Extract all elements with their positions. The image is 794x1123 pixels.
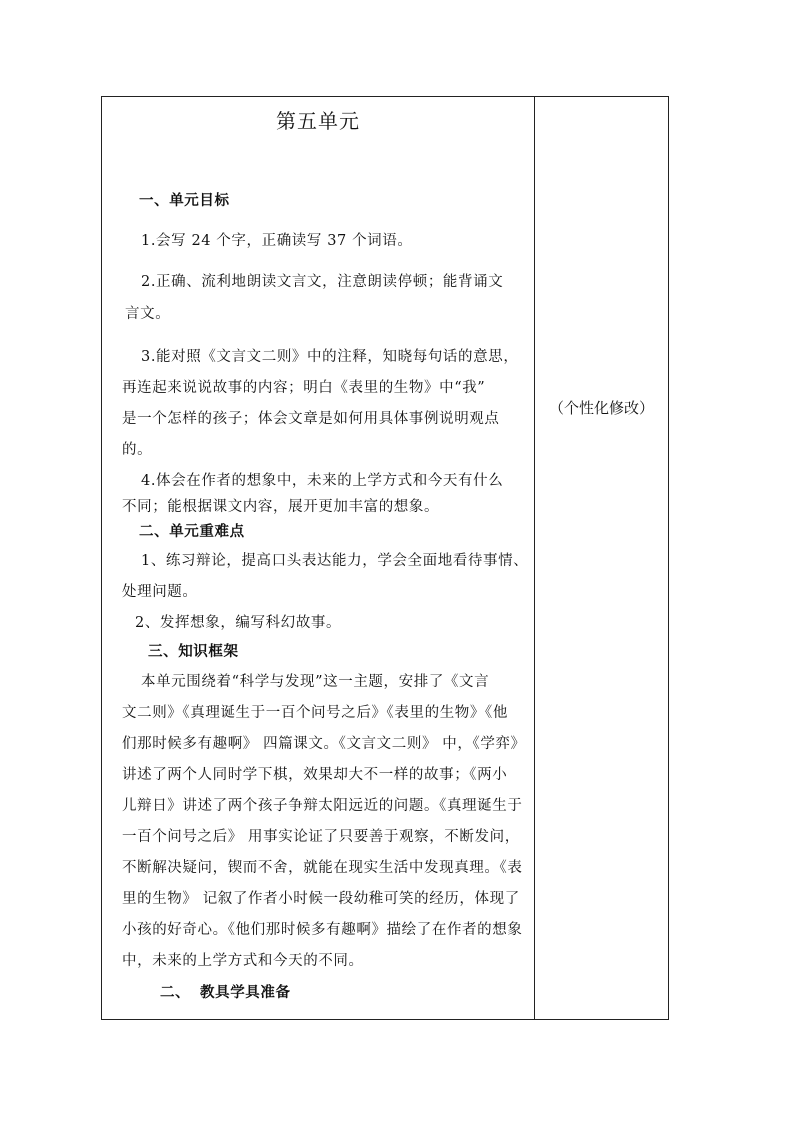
section-heading-teaching-aids-number: 二、: [160, 985, 191, 1001]
framework-line-6: 一百个问号之后》 用事实论证了只要善于观察，不断发问，: [122, 829, 520, 845]
framework-line-1: 本单元围绕着“科学与发现”这一主题，安排了《文言: [141, 674, 490, 690]
goal-item-3-cont-1: 再连起来说说故事的内容；明白《表里的生物》中“我”: [122, 380, 486, 396]
goal-item-3: 3.能对照《文言文二则》中的注释，知晓每句话的意思，: [141, 349, 519, 365]
section-heading-teaching-aids: 教具学具准备: [200, 985, 291, 1001]
goal-item-4-cont: 不同；能根据课文内容，展开更加丰富的想象。: [122, 499, 440, 515]
lesson-plan-table: [101, 96, 669, 1020]
section-heading-key-points: 二、单元重难点: [139, 524, 245, 540]
key-point-2: 2、发挥想象，编写科幻故事。: [135, 615, 342, 631]
side-notes-cell: [535, 97, 668, 1019]
key-point-1-cont: 处理问题。: [122, 584, 198, 600]
goal-item-2: 2.正确、流利地朗读文言文，注意朗读停顿；能背诵文: [141, 274, 504, 290]
goal-item-3-cont-2: 是一个怎样的孩子；体会文章是如何用具体事例说明观点: [122, 411, 500, 427]
goal-item-2-cont: 言文。: [125, 306, 171, 322]
goal-item-4: 4.体会在作者的想象中，未来的上学方式和今天有什么: [141, 473, 504, 489]
main-content-cell: [102, 97, 534, 1019]
framework-line-5: 儿辩日》讲述了两个孩子争辩太阳远近的问题。《真理诞生于: [122, 798, 523, 814]
framework-line-4: 讲述了两个人同时学下棋，效果却大不一样的故事；《两小: [122, 767, 508, 783]
framework-line-3: 们那时候多有趣啊》 四篇课文。《文言文二则》 中，《学弈》: [122, 736, 526, 752]
framework-line-8: 里的生物》 记叙了作者小时候一段幼稚可笑的经历，体现了: [122, 891, 520, 907]
goal-item-3-cont-3: 的。: [122, 442, 153, 458]
page-title: 第五单元: [276, 109, 360, 133]
framework-line-9: 小孩的好奇心。《他们那时候多有趣啊》描绘了在作者的想象: [122, 922, 523, 938]
framework-line-2: 文二则》《真理诞生于一百个问号之后》《表里的生物》《他: [122, 705, 508, 721]
section-heading-framework: 三、知识框架: [148, 644, 239, 660]
goal-item-1: 1.会写 24 个字，正确读写 37 个词语。: [141, 233, 413, 249]
framework-line-10: 中，未来的上学方式和今天的不同。: [122, 953, 364, 969]
section-heading-goals: 一、单元目标: [139, 193, 230, 209]
key-point-1: 1、练习辩论，提高口头表达能力，学会全面地看待事情、: [141, 553, 529, 569]
personalized-edit-note: （个性化修改）: [548, 399, 654, 417]
framework-line-7: 不断解决疑问，锲而不舍，就能在现实生活中发现真理。《表: [122, 860, 523, 876]
